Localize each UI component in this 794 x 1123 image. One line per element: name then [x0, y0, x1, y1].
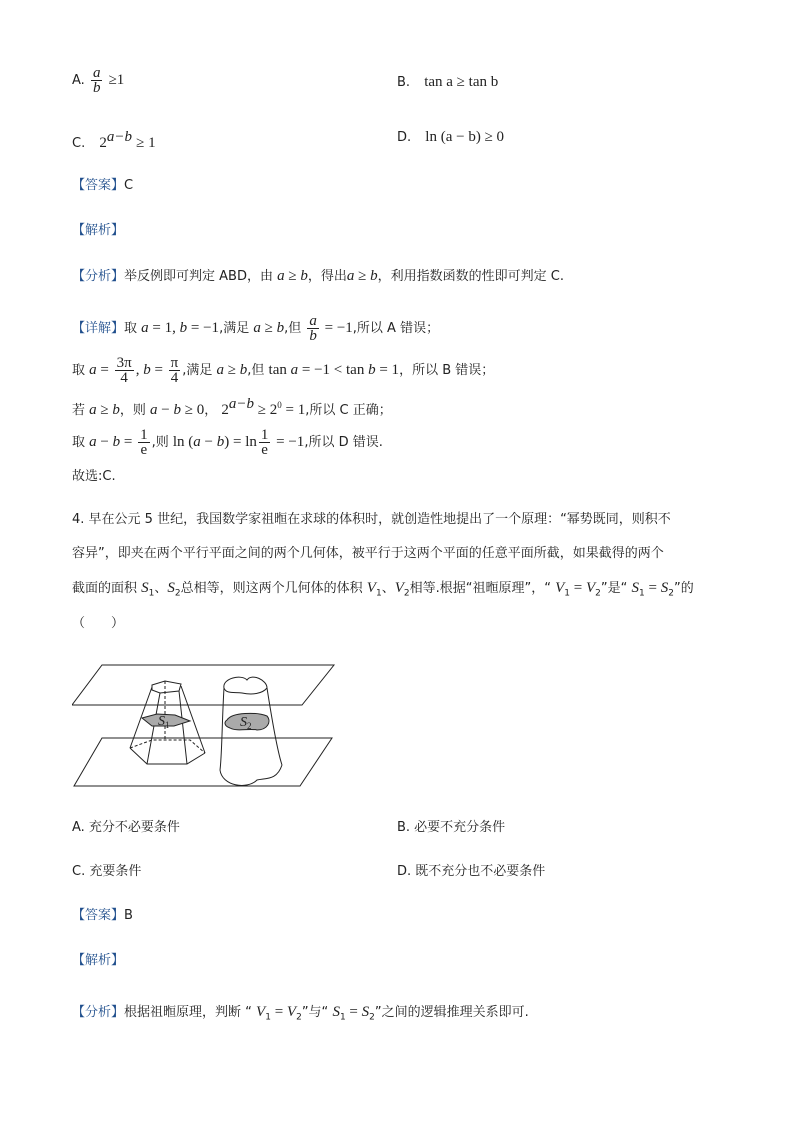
frustum-top-face [152, 681, 181, 693]
q4-line2: 容异”，即夹在两个平行平面之间的两个几何体，被平行于这两个平面的任意平面所截，如果截得的两个 [72, 546, 664, 561]
option-c: C. $2^{a-b} \ge 1$ [72, 129, 156, 151]
q4-paren: （ ） [72, 616, 125, 631]
q4-line3: 截面的面积 $S_1$、$S_2$总相等，则这两个几何体的体积 $V_1$、$V_2$相等.根据“祖暅原理”，“ $V_1 = V_2$”是“ $S_1 = S_2$”的 [72, 580, 694, 599]
fig-label-s2: $S_2$ [240, 715, 252, 731]
option-d [397, 127, 504, 148]
q4-jiexi: 【解析】 [72, 953, 125, 968]
q4-option-c: C. 充要条件 [72, 864, 142, 879]
q4-option-d: D. 既不充分也不必要条件 [397, 864, 546, 879]
irregular-bottom [220, 765, 282, 785]
q3-detail-line4: 取 a − b = $\frac{1}{e}$ ,则 ln (a − b) = ln $\frac{1}{e}$ = −1,所以 D 错误. [72, 427, 383, 458]
fig-label-s1: $S_1$ [158, 714, 170, 730]
q3-fenxi: 【分析】举反例即可判定 ABD，由 a ≥ b，得出a ≥ b，利用指数函数的性即可判定 C. [72, 268, 564, 284]
option-c-expr: ≥ 1 [136, 135, 156, 151]
option-a: A. $\frac{a}{b}$ ≥1 [72, 65, 125, 96]
q3-guxuan: 故选:C. [72, 469, 116, 484]
q3-detail-line3: 若 a ≥ b，则 a − b ≥ 0， $2^{a-b} \ge 2^0 = 1$,所以 C 正确； [72, 396, 392, 418]
q4-answer-value: B [124, 908, 133, 923]
q3-jiexi: 【解析】 [72, 223, 125, 238]
q3-detail-line1: 【详解】取 a = 1, b = −1,满足 a ≥ b,但 $\frac{a}{b}$ = −1,所以 A 错误； [72, 313, 440, 344]
bottom-plane [74, 738, 332, 786]
q4-line1: 4. 早在公元 5 世纪，我国数学家祖暅在求球的体积时，就创造性地提出了一个原理：“幂势既同，则积不 [72, 512, 671, 527]
option-d-expr: ln (a − b) ≥ 0 [425, 129, 505, 145]
option-b-expr: tan a ≥ tan b [424, 74, 499, 90]
q4-option-b: B. 必要不充分条件 [397, 820, 506, 835]
q4-fenxi: 【分析】根据祖暅原理，判断 “ $V_1 = V_2$”与“ $S_1 = S_2$”之间的逻辑推理关系即可. [72, 1004, 529, 1023]
q3-detail-line2: 取 a = $\frac{3\pi}{4}$ , b = $\frac{\pi}{4}$ ,满足 a ≥ b,但 tan a = −1 < tan b = 1，所以 B 错误； [72, 355, 495, 386]
answer-tag: 【答案】 [72, 178, 125, 193]
option-a-label: A. [72, 73, 85, 88]
option-b-label: B. [397, 75, 411, 90]
top-plane [72, 665, 334, 705]
answer-value: C [124, 178, 134, 193]
option-c-label: C. [72, 136, 86, 151]
q4-option-a: A. 充分不必要条件 [72, 820, 180, 835]
option-b [397, 72, 498, 93]
option-d-label: D. [397, 130, 412, 145]
q4-answer: 【答案】B [72, 908, 133, 923]
irregular-top [224, 677, 267, 694]
zuxuan-figure [72, 660, 337, 790]
q3-answer [72, 176, 133, 196]
